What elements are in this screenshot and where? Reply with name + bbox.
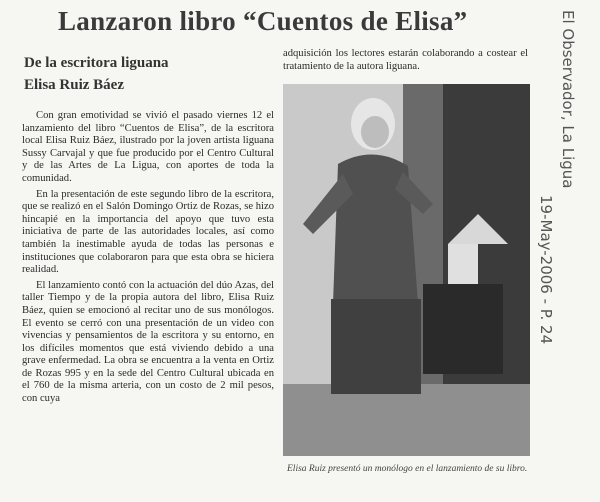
subhead-line-2: Elisa Ruiz Báez [24, 77, 124, 93]
article-paragraph-3: El lanzamiento contó con la actuación del dúo Azas, del taller Tiempo y de la propia autora del libro, Elisa Ruiz Báez, quien se emocionó al recitar uno de sus monólogos. El evento se cerró con una presentación de un video con vivencias y pensamientos de la escritora y su entorno, en los difíciles momentos que está viviendo debido a una grave enfermedad. La obra se encuentra a la venta en Ortiz de Rozas 995 y en la sede del Centro Cultural ubicada en el 760 de la misma arteria, con un costo de 2 mil pesos, con cuya [22, 279, 274, 405]
photo-woman-reciting [283, 84, 530, 456]
photo-caption: Elisa Ruiz presentó un monólogo en el lanzamiento de su libro. [287, 464, 528, 474]
article-headline: Lanzaron libro “Cuentos de Elisa” [58, 6, 468, 36]
handwritten-date-page: 19-May-2006 - P. 24 [537, 195, 555, 345]
article-paragraph-1: Con gran emotividad se vivió el pasado viernes 12 el lanzamiento del libro “Cuentos de Elisa”, de la escritora local Elisa Ruiz Báez, ilustrado por la joven artista liguana Sussy Carvajal y que fue producido por el Centro Cultural y de las Artes de La Ligua, con aportes de toda la comunidad. [22, 110, 274, 184]
article-photo [283, 84, 530, 456]
article-body-column [22, 110, 274, 409]
article-paragraph-2: En la presentación de este segundo libro de la escritora, que se realizó en el Salón Domingo Ortiz de Rozas, se hizo hincapié en la importancia del apoyo que tuvo esta iniciativa de parte de las autoridades locales, así como también la inestimable ayuda de todas las personas e instituciones que colaboraron para que esta obra se hiciera realidad. [22, 188, 274, 276]
handwritten-annotation [535, 10, 597, 490]
handwritten-source: El Observador, La Ligua [559, 10, 577, 189]
subhead-line-1: De la escritora liguana [24, 55, 169, 71]
article-subhead [24, 52, 274, 96]
article-continuation: adquisición los lectores estarán colaborando a costear el tratamiento de la autora liguana. [283, 48, 528, 72]
